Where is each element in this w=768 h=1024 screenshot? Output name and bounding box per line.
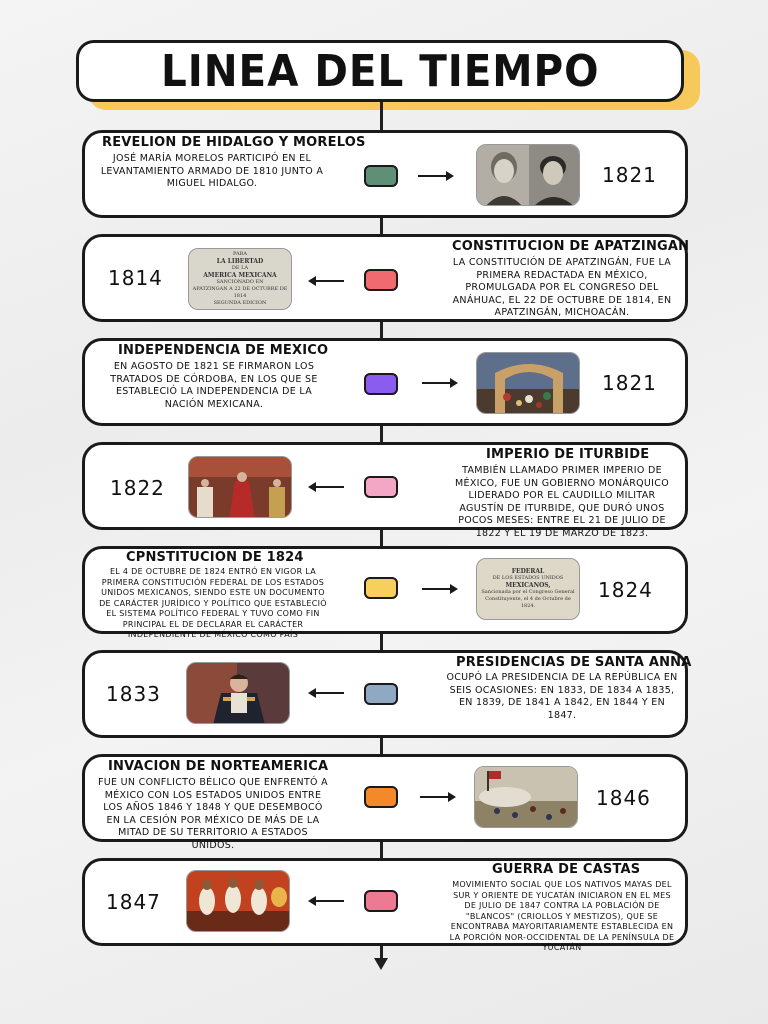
doc-line: Constituyente, el 4 de Octubre de	[485, 596, 571, 602]
event-heading: CONSTITUCION DE APATZINGAN	[452, 239, 690, 254]
arrow-left-icon	[310, 280, 344, 282]
event-heading: INVACION DE NORTEAMERICA	[108, 759, 329, 774]
event-heading: IMPERIO DE ITURBIDE	[486, 447, 650, 462]
caste-war-mural-image	[186, 870, 290, 932]
event-year: 1822	[110, 476, 165, 500]
doc-line: SEGUNDA EDICION	[213, 300, 267, 306]
title-banner	[76, 40, 684, 102]
arrow-left-icon	[310, 486, 344, 488]
timeline-node	[364, 683, 398, 705]
page-title: LINEA DEL TIEMPO	[160, 45, 600, 97]
doc-line: MEXICANOS,	[505, 582, 551, 589]
doc-line: AMERICA MEXICANA	[203, 272, 277, 279]
timeline-node	[364, 577, 398, 599]
santa-anna-portrait-image	[186, 662, 290, 724]
event-heading: PRESIDENCIAS DE SANTA ANNA	[456, 655, 692, 670]
event-description: EL 4 DE OCTUBRE DE 1824 ENTRÓ EN VIGOR LA PRIMERA CONSTITUCIÓN FEDERAL DE LOS ESTADOS UNIDOS MEXICANOS, SIENDO ESTE UN DOCUMENTO DE CARÁCTER JURÍDICO Y POLÍTICO QUE ESTABLECIÓ EL SISTEMA POLÍTICO FEDERAL Y TUVO COMO FIN PRINCIPAL EL DE DECLARAR EL CARÁCTER INDEPENDIENTE DE MÉXICO COMO PAÍS	[99, 567, 327, 639]
event-description: JOSÉ MARÍA MORELOS PARTICIPÓ EN EL LEVANTAMIENTO ARMADO DE 1810 JUNTO A MIGUEL HIDALGO.	[100, 153, 324, 189]
coronation-painting-image	[188, 456, 292, 518]
constitution-document-image	[476, 558, 580, 620]
arrow-right-icon	[422, 588, 456, 590]
event-year: 1814	[108, 266, 163, 290]
arrow-left-icon	[310, 900, 344, 902]
timeline-node	[364, 476, 398, 498]
arrow-left-icon	[310, 692, 344, 694]
doc-line: DE LA	[231, 265, 249, 271]
event-heading: REVELION DE HIDALGO Y MORELOS	[102, 135, 366, 150]
doc-line: APATZINGAN A 22 DE OCTUBRE DE 1814	[192, 286, 288, 299]
battle-painting-image	[474, 766, 578, 828]
doc-line: LA LIBERTAD	[216, 258, 264, 265]
document-image	[188, 248, 292, 310]
event-year: 1847	[106, 890, 161, 914]
event-heading: INDEPENDENCIA DE MEXICO	[118, 343, 329, 358]
arrow-right-icon	[418, 175, 452, 177]
arrow-right-icon	[422, 382, 456, 384]
portraits-image	[476, 144, 580, 206]
timeline-node	[364, 269, 398, 291]
event-year: 1846	[596, 786, 651, 810]
doc-line: DE LOS ESTADOS UNIDOS	[492, 575, 564, 581]
event-description: OCUPÓ LA PRESIDENCIA DE LA REPÚBLICA EN SEIS OCASIONES: EN 1833, DE 1834 A 1835, EN 1839, DE 1841 A 1842, EN 1844 Y EN 1847.	[446, 672, 678, 721]
timeline-end-arrow	[374, 958, 388, 970]
timeline-node	[364, 373, 398, 395]
event-description: EN AGOSTO DE 1821 SE FIRMARON LOS TRATADOS DE CÓRDOBA, EN LOS QUE SE ESTABLECIÓ LA INDEPENDENCIA DE LA NACIÓN MEXICANA.	[110, 361, 318, 410]
doc-line: FEDERAL	[511, 568, 545, 575]
timeline-node	[364, 165, 398, 187]
event-description: FUE UN CONFLICTO BÉLICO QUE ENFRENTÓ A MÉXICO CON LOS ESTADOS UNIDOS ENTRE LOS AÑOS 1846 Y 1848 Y QUE DESEMBOCÓ EN LA CESIÓN POR MÉXICO DE MÁS DE LA MITAD DE SU TERRITORIO A ESTADOS UNIDOS.	[98, 777, 328, 851]
event-description: LA CONSTITUCIÓN DE APATZINGÁN, FUE LA PRIMERA REDACTADA EN MÉXICO, PROMULGADA POR EL CONGRESO DEL ANÁHUAC, EL 22 DE OCTUBRE DE 1814, EN APATZINGÁN, MICHOACÁN.	[452, 257, 672, 318]
timeline-node	[364, 890, 398, 912]
event-year: 1821	[602, 371, 657, 395]
timeline-node	[364, 786, 398, 808]
doc-line: 1824.	[520, 603, 536, 609]
independence-painting-image	[476, 352, 580, 414]
event-heading: GUERRA DE CASTAS	[492, 862, 641, 877]
arrow-right-icon	[420, 796, 454, 798]
event-year: 1821	[602, 163, 657, 187]
doc-line: Sancionada por el Congreso General	[481, 589, 575, 595]
event-year: 1824	[598, 578, 653, 602]
doc-line: SANCIONADO EN	[216, 279, 264, 285]
event-heading: CPNSTITUCION DE 1824	[126, 550, 304, 565]
event-description: TAMBIÉN LLAMADO PRIMER IMPERIO DE MÉXICO, FUE UN GOBIERNO MONÁRQUICO LIDERADO POR EL CAUDILLO MILITAR AGUSTÍN DE ITURBIDE, QUE DURÓ UNOS POCOS MESES: ENTRE EL 21 DE JULIO DE 1822 Y EL 19 DE MARZO DE 1823.	[455, 465, 669, 539]
event-year: 1833	[106, 682, 161, 706]
doc-line: PARA	[233, 251, 247, 257]
event-description: MOVIMIENTO SOCIAL QUE LOS NATIVOS MAYAS DEL SUR Y ORIENTE DE YUCATÁN INICIARON EN EL MES DE JULIO DE 1847 CONTRA LA POBLACIÓN DE "BLANCOS" (CRIOLLOS Y MESTIZOS), QUE SE ENCONTRABA MAYORITARIAMENTE ESTABLECIDA EN LA PORCIÓN NOR-OCCIDENTAL DE LA PENÍNSULA DE YUCATÁN	[449, 880, 675, 952]
